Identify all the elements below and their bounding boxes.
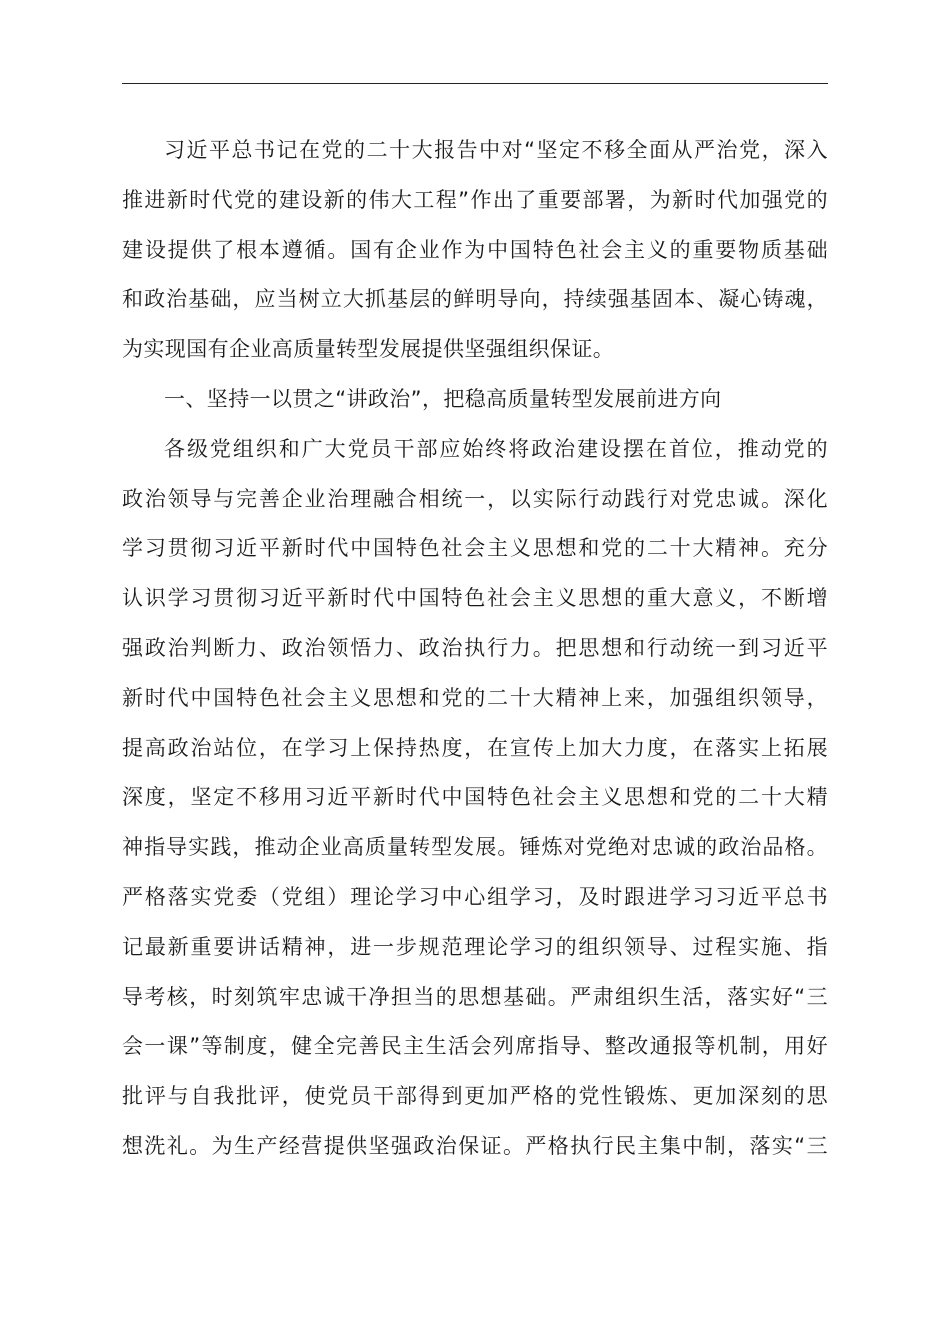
paragraph-line: 提高政治站位，在学习上保持热度，在宣传上加大力度，在落实上拓展 <box>122 735 828 760</box>
paragraph-line: 各级党组织和广大党员干部应始终将政治建设摆在首位，推动党的 <box>164 436 828 461</box>
header-rule <box>122 83 828 84</box>
paragraph-line: 批评与自我批评，使党员干部得到更加严格的党性锻炼、更加深刻的思 <box>122 1084 828 1109</box>
paragraph-line: 建设提供了根本遵循。国有企业作为中国特色社会主义的重要物质基础 <box>122 237 828 262</box>
paragraph-line: 和政治基础，应当树立大抓基层的鲜明导向，持续强基固本、凝心铸魂， <box>122 287 828 312</box>
paragraph-intro <box>122 126 828 375</box>
paragraph-line: 学习贯彻习近平新时代中国特色社会主义思想和党的二十大精神。充分 <box>122 536 828 561</box>
paragraph-line: 导考核，时刻筑牢忠诚干净担当的思想基础。严肃组织生活，落实好“三 <box>122 984 828 1009</box>
paragraph-line: 推进新时代党的建设新的伟大工程”作出了重要部署，为新时代加强党的 <box>122 187 828 212</box>
paragraph-line: 为实现国有企业高质量转型发展提供坚强组织保证。 <box>122 337 615 362</box>
paragraph-line: 记最新重要讲话精神，进一步规范理论学习的组织领导、过程实施、指 <box>122 934 828 959</box>
paragraph-line: 认识学习贯彻习近平新时代中国特色社会主义思想的重大意义，不断增 <box>122 586 828 611</box>
paragraph-line: 想洗礼。为生产经营提供坚强政治保证。严格执行民主集中制，落实“三 <box>122 1133 828 1158</box>
paragraph-line: 会一课”等制度，健全完善民主生活会列席指导、整改通报等机制，用好 <box>122 1034 828 1059</box>
section-heading: 一、坚持一以贯之“讲政治”，把稳高质量转型发展前进方向 <box>164 386 722 411</box>
paragraph-line: 强政治判断力、政治领悟力、政治执行力。把思想和行动统一到习近平 <box>122 635 828 660</box>
paragraph-line: 神指导实践，推动企业高质量转型发展。锤炼对党绝对忠诚的政治品格。 <box>122 835 828 860</box>
paragraph-line: 新时代中国特色社会主义思想和党的二十大精神上来，加强组织领导， <box>122 685 828 710</box>
paragraph-line: 严格落实党委（党组）理论学习中心组学习，及时跟进学习习近平总书 <box>122 884 828 909</box>
paragraph-line: 深度，坚定不移用习近平新时代中国特色社会主义思想和党的二十大精 <box>122 785 828 810</box>
paragraph-line: 习近平总书记在党的二十大报告中对“坚定不移全面从严治党，深入 <box>164 138 828 162</box>
paragraph-line: 政治领导与完善企业治理融合相统一，以实际行动践行对党忠诚。深化 <box>122 486 828 511</box>
paragraph-section-1 <box>122 425 828 1172</box>
document-body <box>122 126 828 1172</box>
